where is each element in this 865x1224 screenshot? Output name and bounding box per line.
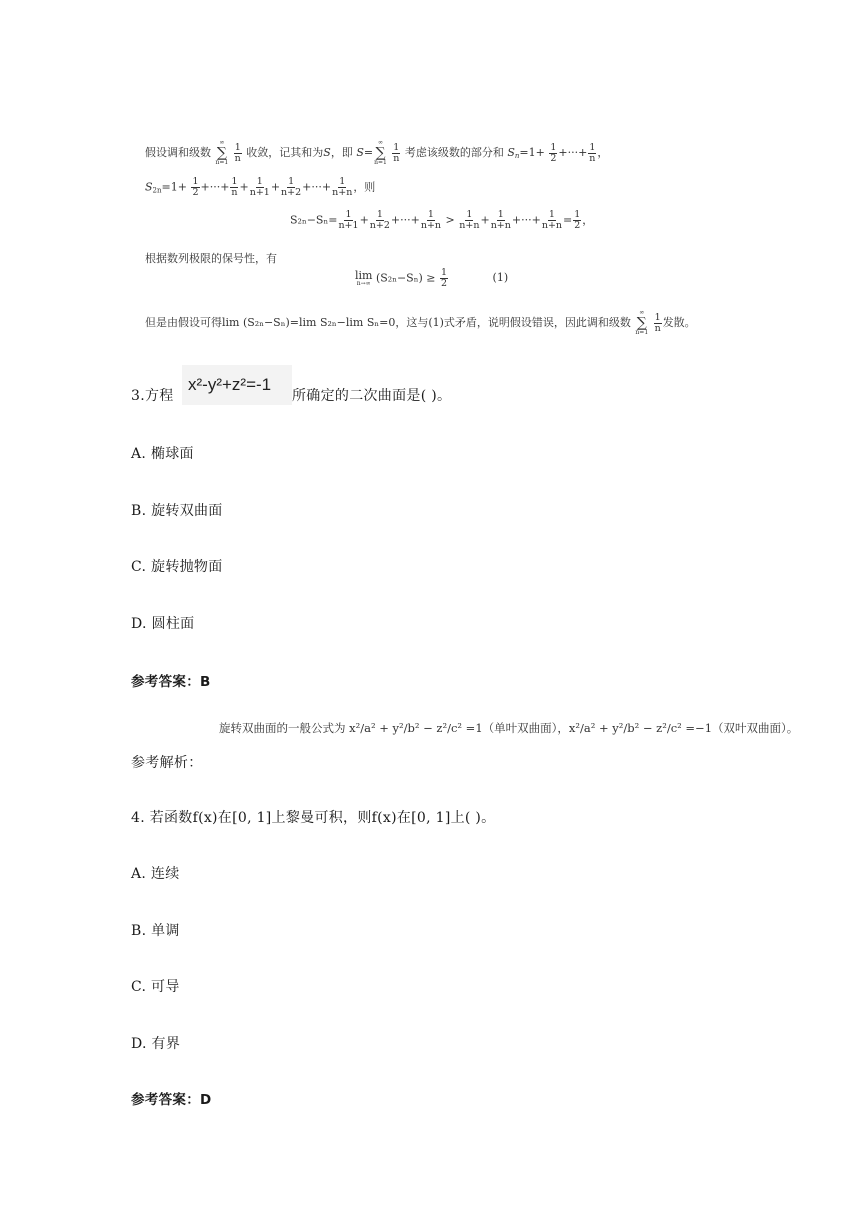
fraction: $\frac{1}{n+2}$ — [369, 209, 390, 231]
question-4-answer: 参考答案：D — [131, 1092, 212, 1108]
fraction: $\frac{1}{n+1}$ — [249, 176, 270, 198]
fraction: $\frac{1}{n+2}$ — [281, 176, 302, 198]
fraction: $\frac{1}{n}$ — [234, 141, 241, 164]
fraction: $\frac{1}{n+1}$ — [338, 209, 359, 231]
fraction: $\frac{1}{2}$ — [550, 141, 557, 164]
fraction: $\frac{1}{n+n}$ — [490, 209, 511, 231]
question-4-option-b: B. 单调 — [131, 923, 180, 939]
proof-line-2: $S_{2n}=1+$ $\frac{1}{2}$ +···+ $\frac{1}{n}$ + $\frac{1}{n+1}$ + $\frac{1}{n+2}$ +···+ $\frac{1}{n+n}$ ，则 — [145, 176, 376, 198]
fraction: $\frac{1}{n+n}$ — [459, 209, 480, 231]
question-3-suffix: 所确定的二次曲面是( )。 — [292, 388, 452, 404]
fraction: $\frac{1}{2}$ — [192, 176, 199, 198]
fraction: $\frac{1}{n}$ — [393, 141, 400, 164]
fraction: $\frac{1}{n}$ — [231, 176, 238, 198]
proof-image — [140, 140, 730, 340]
question-3-formula-image: x²-y²+z²=-1 — [182, 365, 292, 405]
question-4-option-d: D. 有界 — [131, 1036, 181, 1052]
sum-symbol: ∞ ∑ n=1 — [635, 309, 649, 336]
fraction: $\frac{1}{2}$ — [574, 209, 581, 231]
proof-line-4: 根据数列极限的保号性，有 — [145, 252, 277, 265]
fraction: $\frac{1}{n+n}$ — [420, 209, 442, 231]
fraction: $\frac{1}{n+n}$ — [541, 209, 563, 231]
question-4-option-c: C. 可导 — [131, 979, 180, 995]
proof-line-5: lim n→∞ (S₂ₙ−Sₙ) ≥ $\frac{1}{2}$ (1) — [355, 267, 509, 289]
fraction: $\frac{1}{n+n}$ — [332, 176, 353, 198]
question-3-stem — [131, 385, 174, 405]
question-3-option-c: C. 旋转抛物面 — [131, 559, 223, 575]
question-3-option-b: B. 旋转双曲面 — [131, 503, 223, 519]
question-3-answer: 参考答案：B — [131, 674, 211, 690]
sum-symbol: ∞ ∑ n=1 — [215, 139, 229, 166]
sum-symbol: ∞ ∑ n=1 — [374, 139, 387, 166]
proof-line-1: 假设调和级数 ∞ ∑ n=1 $\frac{1}{n}$ 收敛，记其和为S，即 S= ∞ ∑ n=1 $\frac{1}{n}$ 考虑该级数的部分和 $S_n=1+$ $\frac{1}{2}$ +···+ $\frac{1}{n}$ ， — [145, 139, 609, 166]
question-4-option-a: A. 连续 — [131, 866, 180, 882]
question-3-prefix: 3.方程 — [131, 388, 174, 404]
proof-line-3: S₂ₙ−Sₙ= $\frac{1}{n+1}$ + $\frac{1}{n+2}$ +···+ $\frac{1}{n+n}$ > $\frac{1}{n+n}$ + $\frac{1}{n+n}$ +···+ $\frac{1}{n+n}$ = $\frac{1}{2}$ ， — [290, 209, 594, 231]
proof-line-6: 但是由假设可得lim (S₂ₙ−Sₙ)=lim S₂ₙ−lim Sₙ=0，这与(1)式矛盾，说明假设错误，因此调和级数 ∞ ∑ n=1 $\frac{1}{n}$ 发散。 — [145, 309, 696, 336]
fraction: $\frac{1}{2}$ — [440, 267, 448, 289]
question-4-stem: 4. 若函数f(x)在[0, 1]上黎曼可积，则f(x)在[0, 1]上( )。 — [131, 810, 496, 826]
fraction: $\frac{1}{n}$ — [589, 141, 596, 164]
fraction: $\frac{1}{n}$ — [654, 311, 661, 334]
question-3-explanation-image: 旋转双曲面的一般公式为 x²/a² + y²/b² − z²/c² =1（单叶双曲面），x²/a² + y²/b² − z²/c² =−1（双叶双曲面）。 — [219, 721, 799, 735]
question-3-option-a: A. 椭球面 — [131, 446, 194, 462]
question-3-analysis-label: 参考解析： — [131, 755, 203, 771]
question-3-option-d: D. 圆柱面 — [131, 616, 195, 632]
